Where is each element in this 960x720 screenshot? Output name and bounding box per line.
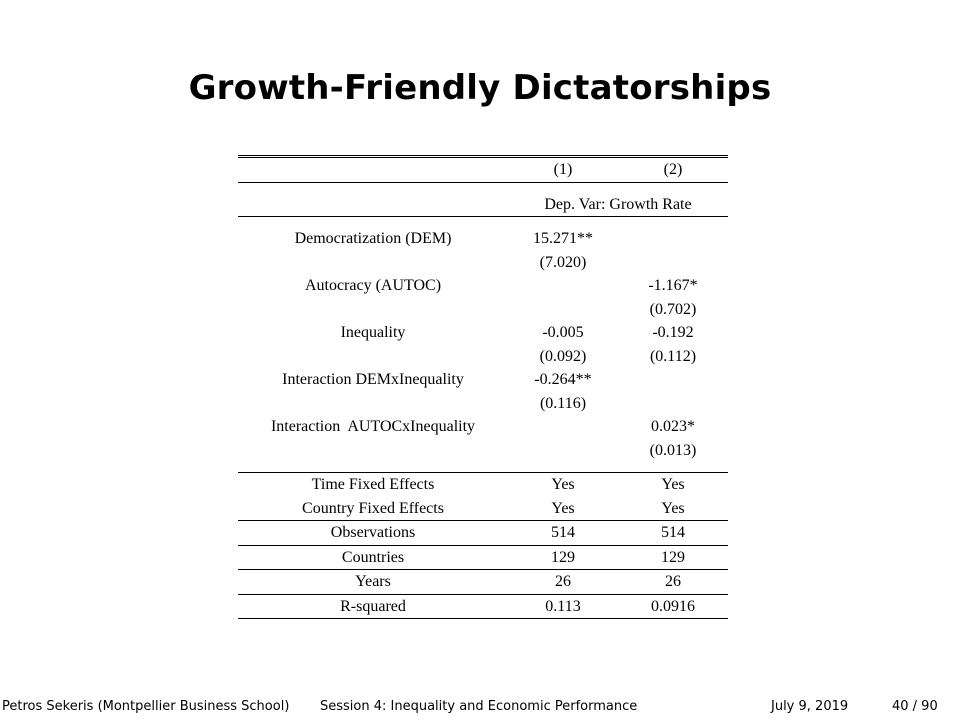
table-row (238, 392, 728, 416)
regression-table (238, 155, 728, 619)
table-row (238, 227, 728, 251)
row-label: Democratization (DEM) (294, 230, 452, 247)
table-row (238, 439, 728, 463)
cell-col2: -0.192 (652, 324, 694, 341)
row-label (238, 251, 508, 275)
cell-col1: (0.116) (539, 394, 587, 412)
table-row (238, 298, 728, 322)
cell-col2: 0.023* (651, 418, 695, 435)
stat-col2: 514 (618, 521, 728, 546)
dep-var-row (238, 193, 728, 217)
stats-row (238, 570, 728, 595)
stat-col1: 514 (508, 521, 618, 546)
cell-col1 (508, 298, 618, 322)
stats-row (238, 594, 728, 619)
stat-col2: 0.0916 (618, 594, 728, 619)
stat-label: Country Fixed Effects (302, 499, 444, 517)
table-row (238, 368, 728, 392)
stats-row (238, 497, 728, 521)
column-header-2: (2) (618, 157, 728, 183)
footer-date: July 9, 2019 (771, 699, 849, 714)
cell-col2: (0.702) (649, 300, 697, 318)
cell-col1: -0.005 (542, 324, 584, 341)
stat-label: Time Fixed Effects (238, 473, 508, 497)
footer-page-number: 40 / 90 (892, 699, 938, 714)
row-label: Interaction AUTOCxInequality (270, 418, 476, 435)
slide-title: Growth-Friendly Dictatorships (188, 68, 772, 108)
stat-col2: 129 (618, 545, 728, 570)
stat-col1: 0.113 (508, 594, 618, 619)
stat-col2: Yes (618, 473, 728, 497)
stats-row (238, 521, 728, 546)
cell-col1: 15.271** (533, 230, 593, 247)
stat-col2: Yes (661, 499, 685, 517)
row-label (238, 439, 508, 463)
column-header-row (238, 157, 728, 183)
cell-col2 (618, 227, 728, 251)
stat-label: Countries (238, 545, 508, 570)
cell-col2: (0.112) (649, 347, 697, 365)
cell-col2 (618, 251, 728, 275)
cell-col2 (618, 392, 728, 416)
row-label (238, 298, 508, 322)
cell-col1: (0.092) (539, 347, 587, 365)
footer-author: Petros Sekeris (Montpellier Business School) (2, 699, 290, 714)
cell-col1 (508, 274, 618, 298)
stat-col1: 129 (508, 545, 618, 570)
stat-col1: 26 (508, 570, 618, 595)
stat-label: Observations (238, 521, 508, 546)
row-label: Inequality (340, 324, 406, 341)
cell-col1 (508, 415, 618, 439)
table-row (238, 274, 728, 298)
stat-label: Years (238, 570, 508, 595)
stat-label: R-squared (238, 594, 508, 619)
row-label: Interaction DEMxInequality (282, 371, 464, 388)
stat-col1: Yes (551, 499, 575, 517)
dep-var-label: Dep. Var: Growth Rate (544, 195, 692, 213)
column-header-1: (1) (508, 157, 618, 183)
cell-col2: -1.167* (648, 277, 698, 294)
stat-col1: Yes (508, 473, 618, 497)
stats-row (238, 545, 728, 570)
slide-footer (0, 697, 960, 719)
cell-col2: (0.013) (649, 441, 697, 459)
table-row (238, 345, 728, 369)
row-label (238, 392, 508, 416)
table-row (238, 251, 728, 275)
stats-row (238, 473, 728, 497)
cell-col1 (508, 439, 618, 463)
cell-col1: -0.264** (534, 371, 592, 388)
cell-col1: (7.020) (539, 253, 587, 271)
row-label (238, 345, 508, 369)
row-label: Autocracy (AUTOC) (304, 277, 442, 294)
table-row (238, 321, 728, 345)
stat-col2: 26 (618, 570, 728, 595)
footer-session: Session 4: Inequality and Economic Performance (320, 699, 638, 714)
cell-col2 (618, 368, 728, 392)
table-row (238, 415, 728, 439)
